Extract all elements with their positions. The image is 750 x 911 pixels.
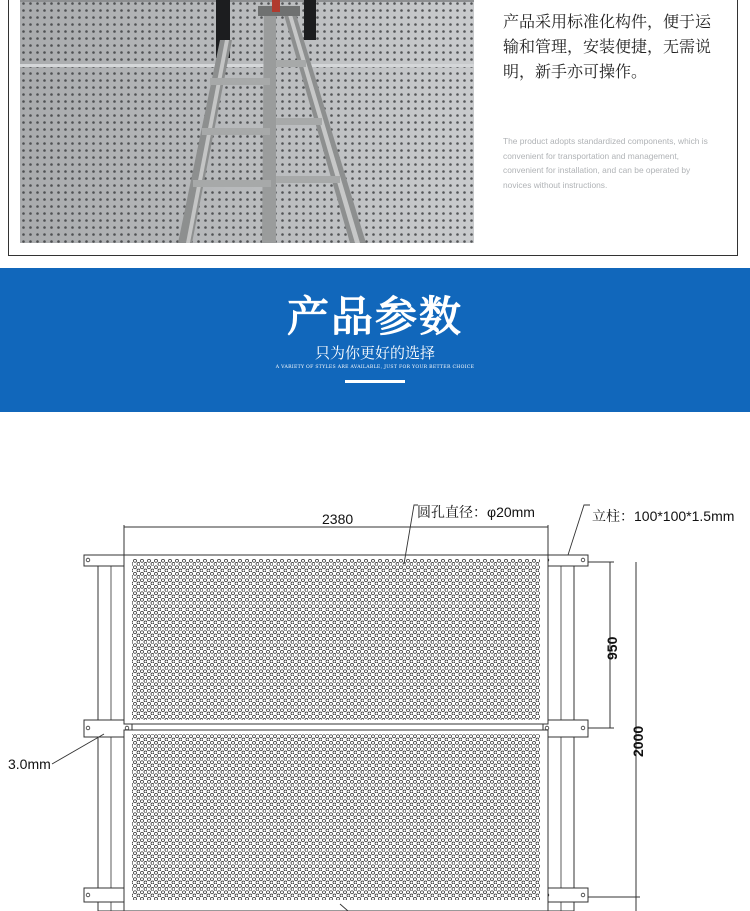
lower-perforated-panel [124,730,548,911]
description-en: The product adopts standardized components, which is convenient for transportation and management, convenient for installation, and can be operated by novices without instructions. [503,136,708,190]
panel-height-label: 950 [604,636,620,660]
technical-drawing [0,412,750,911]
dimension-width [124,525,548,557]
section-subtitle: 只为你更好的选择 [314,345,435,362]
params-banner [0,268,750,412]
upper-perforated-panel [124,555,548,724]
section-title: 产品参数 [286,292,463,341]
post-spec-label: 立柱：100*100*1.5mm [592,508,735,524]
section-subtitle-en: A VARIETY OF STYLES ARE AVAILABLE, JUST FOR YOUR BETTER CHOICE [275,365,475,370]
installation-photo [20,0,474,243]
width-dimension-label: 2380 [322,511,354,527]
thickness-label: 3.0mm [8,756,51,772]
intro-section [0,0,750,268]
description-cn: 产品采用标准化构件，便于运输和管理，安装便捷，无需说明，新手亦可操作。 [503,14,712,81]
hole-diameter-label: 圆孔直径：φ20mm [417,504,535,520]
right-post [543,555,588,911]
photo-illustration [20,0,474,243]
total-height-label: 2000 [630,725,646,757]
title-underline [345,380,405,383]
panel-diagram [0,412,750,911]
